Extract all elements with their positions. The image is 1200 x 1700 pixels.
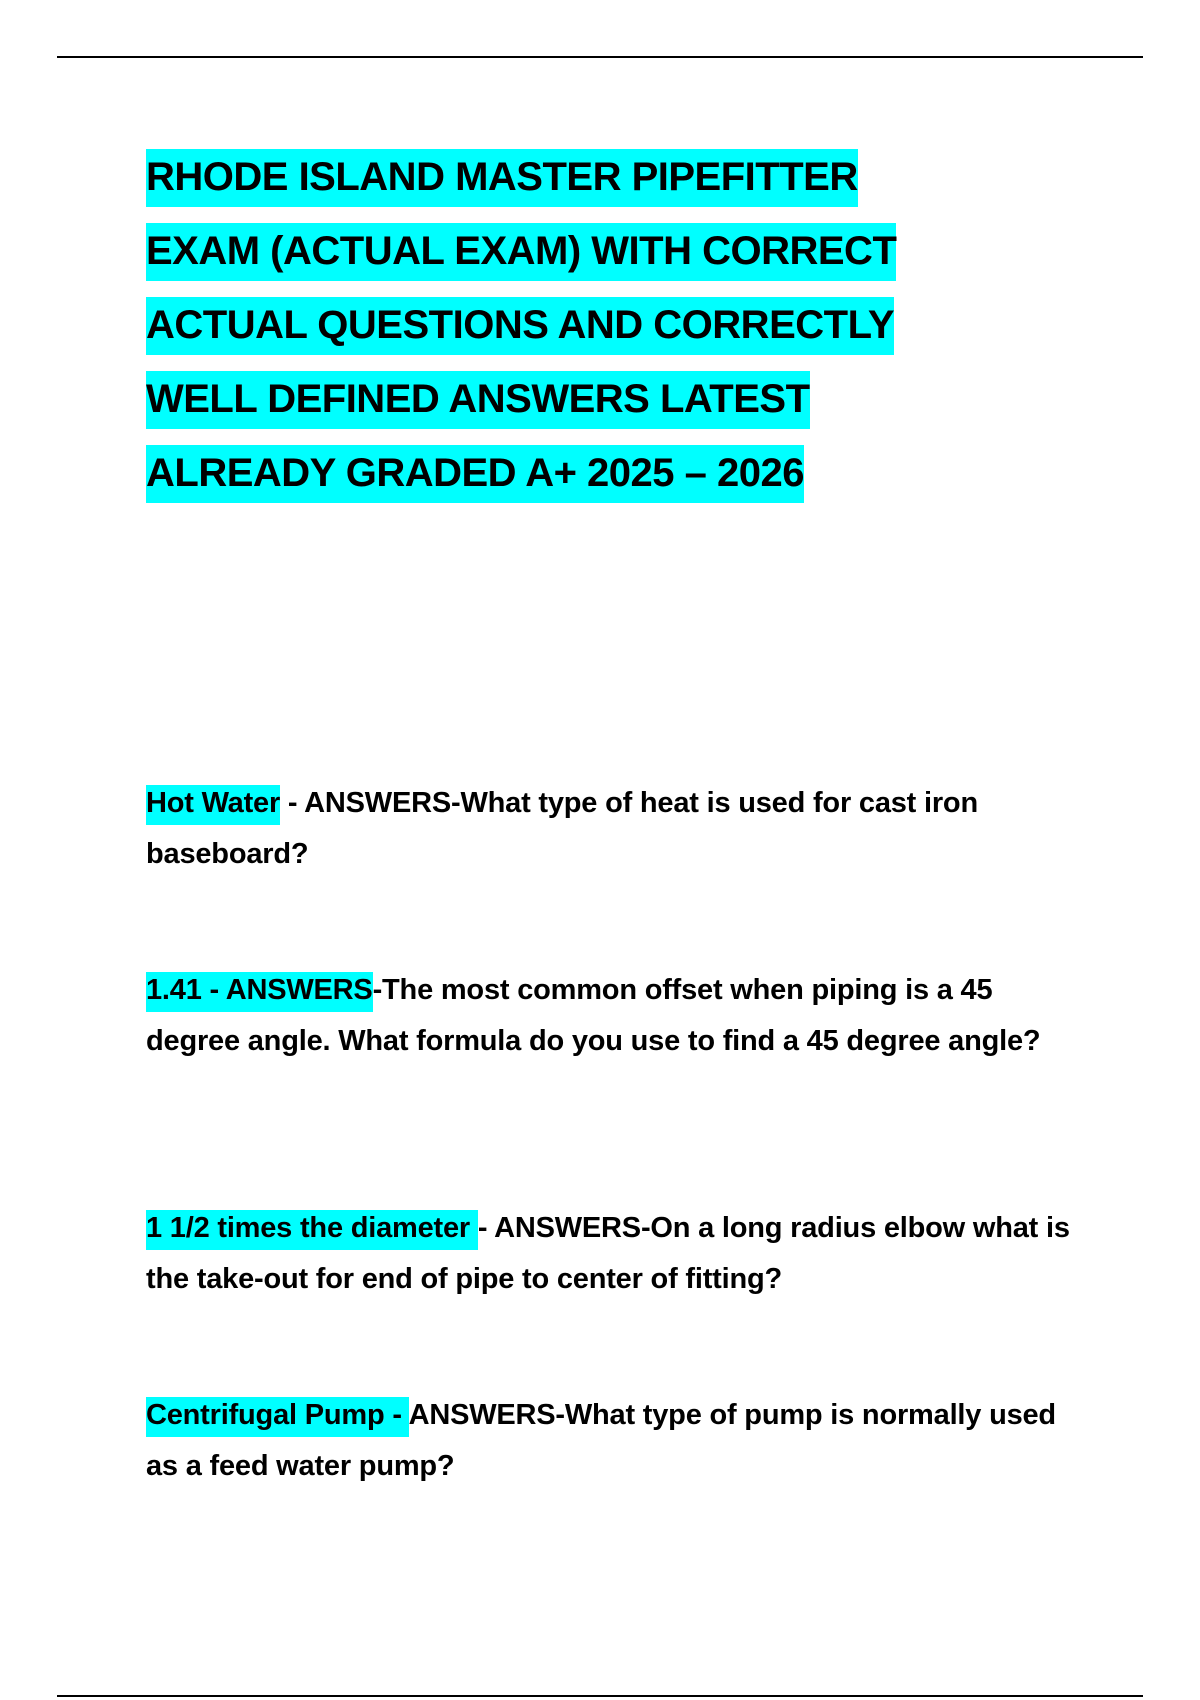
bottom-rule — [57, 1695, 1143, 1697]
document-title — [146, 140, 1046, 510]
answer-highlight: 1.41 - ANSWERS — [146, 972, 373, 1012]
question-text: ANSWERS-What type of pump is normally used as a feed water pump? — [146, 1399, 1056, 1482]
qa-item — [146, 1203, 1076, 1305]
title-line — [146, 214, 1046, 288]
qa-item — [146, 1390, 1076, 1492]
question-text: - ANSWERS-On a long radius elbow what is the take-out for end of pipe to center of fitting? — [146, 1212, 1070, 1295]
qa-item — [146, 778, 1076, 880]
title-highlight: ACTUAL QUESTIONS AND CORRECTLY — [146, 297, 894, 355]
title-line — [146, 140, 1046, 214]
question-text: -The most common offset when piping is a 45 degree angle. What formula do you use to find a 45 degree angle? — [146, 974, 1041, 1057]
qa-item — [146, 965, 1076, 1067]
top-rule — [57, 56, 1143, 58]
title-line — [146, 362, 1046, 436]
title-line — [146, 288, 1046, 362]
answer-highlight: 1 1/2 times the diameter — [146, 1210, 478, 1250]
title-highlight: ALREADY GRADED A+ 2025 – 2026 — [146, 445, 804, 503]
title-highlight: RHODE ISLAND MASTER PIPEFITTER — [146, 149, 858, 207]
question-text: - ANSWERS-What type of heat is used for cast iron baseboard? — [146, 787, 978, 870]
title-highlight: EXAM (ACTUAL EXAM) WITH CORRECT — [146, 223, 896, 281]
answer-highlight: Hot Water — [146, 785, 280, 825]
answer-highlight: Centrifugal Pump - — [146, 1397, 409, 1437]
title-highlight: WELL DEFINED ANSWERS LATEST — [146, 371, 810, 429]
title-line — [146, 436, 1046, 510]
